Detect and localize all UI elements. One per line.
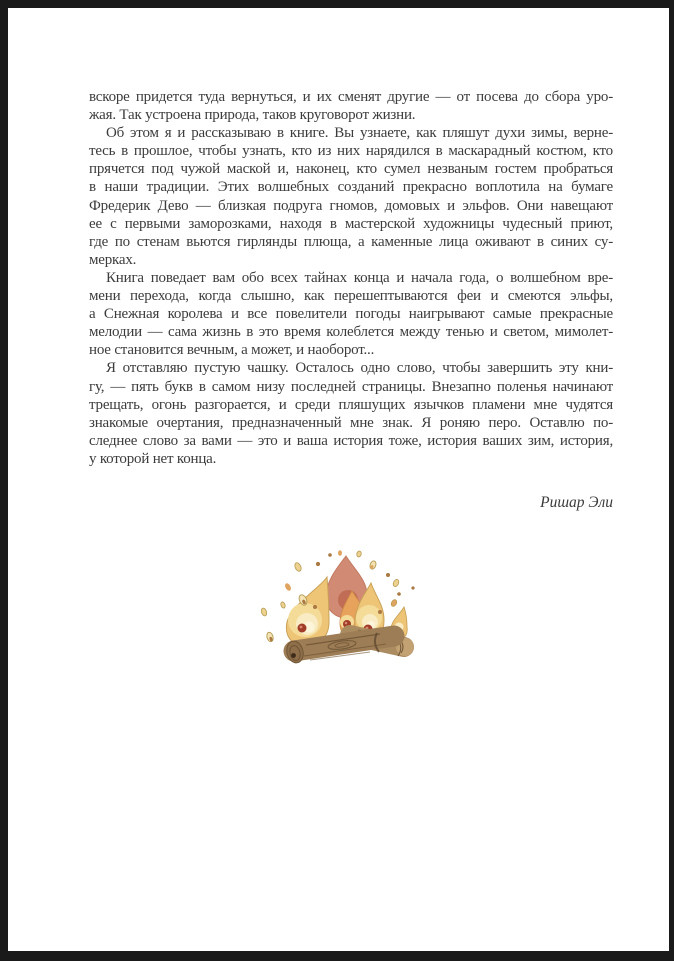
text-line: где по стенам вьются гирлянды плюща, а каменные лица оживают в синих су- xyxy=(89,233,613,250)
author-signature: Ришар Эли xyxy=(540,493,613,511)
text-line: ее с первыми заморозками, находя в мастерской художницы чудесный приют, xyxy=(89,215,613,232)
text-line: жая. Так устроена природа, таков круговорот жизни. xyxy=(89,107,416,124)
text-line: мерках. xyxy=(89,251,137,268)
text-line: гу, — пять букв в самом низу последней страницы. Внезапно поленья начинают xyxy=(89,378,613,395)
book-page xyxy=(8,8,669,951)
text-line: мени перехода, когда слышно, как перешептываются феи и смеются эльфы, xyxy=(89,288,613,305)
text-line: ное становится вечным, а может, и наоборот... xyxy=(89,342,375,359)
text-line: следнее слово за вами — это и ваша история тоже, история ваших зим, история, xyxy=(89,432,613,449)
text-line: а Снежная королева и все повелители погоды наигрывают самые прекрасные xyxy=(89,306,613,323)
paragraph xyxy=(89,88,613,124)
text-line: знакомые очертания, предназначенный мне знак. Я роняю перо. Оставлю по- xyxy=(89,414,613,431)
body-text xyxy=(89,88,613,468)
campfire-illustration xyxy=(258,548,428,683)
text-line: вскоре придется туда вернуться, и их сменят другие — от посева до сбора уро- xyxy=(89,89,613,105)
text-line: мелодии — сама жизнь в это время колеблется между тенью и светом, мимолет- xyxy=(89,324,613,341)
text-line: тесь в прошлое, чтобы узнать, кто из них нарядился в маскарадный костюм, кто xyxy=(89,143,613,160)
paragraph xyxy=(89,269,613,359)
paragraph xyxy=(89,359,613,468)
text-line: прячется под чужой маской и, наконец, кто сумел незваным гостем пробраться xyxy=(89,161,613,178)
text-line: у которой нет конца. xyxy=(89,450,217,467)
paragraph xyxy=(89,124,613,269)
text-line: Фредерик Дево — близкая подруга гномов, домовых и эльфов. Они навещают xyxy=(89,197,613,214)
campfire-drawing xyxy=(258,548,428,683)
text-line: в наши традиции. Этих волшебных созданий прекрасно воплотила на бумаге xyxy=(89,179,613,196)
text-line: трещать, огонь разгорается, и среди пляшущих язычков пламени мне чудятся xyxy=(89,396,613,413)
text-line: Книга поведает вам обо всех тайнах конца и начала года, о волшебном вре- xyxy=(106,269,613,286)
flame-left xyxy=(286,577,329,646)
text-line: Я отставляю пустую чашку. Осталось одно слово, чтобы завершить эту кни- xyxy=(106,360,613,377)
text-line: Об этом я и рассказываю в книге. Вы узнаете, как пляшут духи зимы, верне- xyxy=(106,125,613,142)
